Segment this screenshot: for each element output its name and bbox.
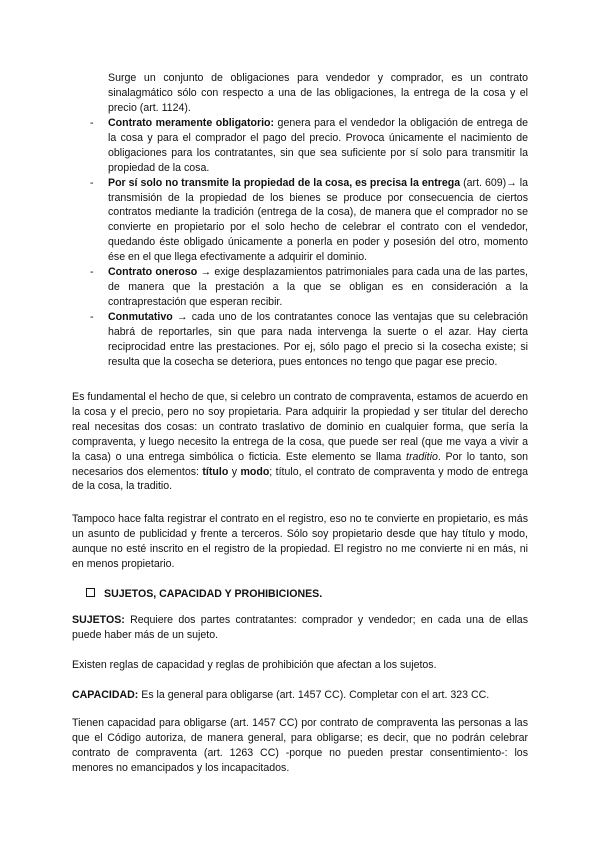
- bold-label: SUJETOS:: [72, 614, 125, 626]
- list-item: [90, 310, 528, 370]
- text-run: Es fundamental el hecho de que, si celebro un contrato de compraventa, estamos de acuerdo en la cosa y el precio, pero no soy propietaria. Para adquirir la propiedad y ser titular del derecho real necesitas dos cosas: un contrato traslativo de dominio en cualquier forma, que sería la compraventa, y luego necesito la entrega de la cosa, que puede ser real (que me vaya a vivir a la casa) o una entrega simbólica o ficticia. Este elemento se llama: [72, 391, 528, 463]
- paragraph-capacidad: [72, 688, 528, 703]
- bullet-title: Conmutativo: [108, 310, 173, 323]
- bullet-text: → exige desplazamientos patrimoniales para cada una de las partes, de manera que la prestación a la que se obligan es en consideración a la contraprestación que esperan recibir.: [108, 266, 529, 308]
- section-heading-text: SUJETOS, CAPACIDAD Y PROHIBICIONES.: [104, 588, 323, 600]
- paragraph-fundamental: [72, 390, 528, 494]
- bold-term: título: [202, 465, 229, 478]
- contract-characteristics-list: [90, 116, 528, 369]
- bullet-text: genera para el vendedor la obligación de entrega de la cosa y para el comprador el pago del precio. Provoca únicamente el nacimiento de obligaciones para los contratantes, sin que sea suficiente por sí solo para transmitir la propiedad de la cosa.: [108, 117, 528, 174]
- list-item: [90, 176, 528, 265]
- checkbox-bullet-icon: [86, 588, 95, 597]
- text-run: y: [228, 465, 241, 478]
- paragraph-tienen-capacidad: Tienen capacidad para obligarse (art. 1457 CC) por contrato de compraventa las personas a las que el Código autoriza, de manera general, para obligarse; es decir, que no podrán celebrar contrato de compraventa (art. 1263 CC) -porque no pueden prestar consentimiento-: los menores no emancipados y los incapacitados.: [72, 717, 528, 774]
- bullet-dash: -: [90, 310, 94, 323]
- intro-paragraph: Surge un conjunto de obligaciones para vendedor y comprador, es un contrato sinalagmático sólo con respecto a una de las obligaciones, la entrega de la cosa y el precio (art. 1124).: [108, 72, 528, 114]
- bullet-dash: -: [90, 176, 94, 189]
- list-item: [90, 265, 528, 310]
- text-run: . Por lo tanto, son necesarios dos elementos:: [72, 450, 528, 478]
- section-heading: [86, 587, 322, 602]
- text-run: Requiere dos partes contratantes: comprador y vendedor; en cada una de ellas puede haber más de un sujeto.: [72, 614, 528, 641]
- text-run: ; título, el contrato de compraventa y modo de entrega de la cosa, la traditio.: [72, 465, 529, 493]
- list-item: [90, 116, 528, 176]
- bullet-title: Por sí solo no transmite la propiedad de la cosa, es precisa la entrega: [108, 176, 461, 189]
- bullet-title: Contrato meramente obligatorio:: [108, 117, 275, 129]
- paragraph-reglas: Existen reglas de capacidad y reglas de prohibición que afectan a los sujetos.: [72, 659, 437, 671]
- bullet-dash: -: [90, 266, 94, 279]
- paragraph-sujetos: [72, 613, 528, 643]
- bullet-title: Contrato oneroso: [108, 266, 198, 279]
- paragraph-registro: Tampoco hace falta registrar el contrato en el registro, eso no te convierte en propietario, es más un asunto de publicidad y frente a terceros. Sólo soy propietario desde que hay título y modo, aunque no esté inscrito en el registro de la propiedad. El registro no me convierte ni en más, ni en menos propietario.: [72, 513, 528, 570]
- italic-term: traditio: [406, 450, 438, 463]
- text-run: Es la general para obligarse (art. 1457 CC). Completar con el art. 323 CC.: [138, 689, 490, 701]
- bold-label: CAPACIDAD:: [72, 689, 139, 701]
- bold-term: modo: [240, 465, 270, 478]
- bullet-dash: -: [90, 117, 94, 129]
- bullet-text: (art. 609)→ la transmisión de la propiedad de los bienes se produce por consecuencia de ciertos contratos mediante la tradición (entrega de la cosa), de manera que el comprador no se convierte en propietario por el solo hecho de celebrar el contrato con el vendedor, quedando éste obligado únicamente a ponerla en poder y posesión del otro, momento ése en el que llega efectivamente a adquirir el dominio.: [108, 176, 528, 264]
- bullet-text: → cada uno de los contratantes conoce las ventajas que su celebración habrá de reportarles, sin que para nada intervenga la suerte o el azar. Hay cierta reciprocidad entre las prestaciones. Por ej, sólo pago el precio si la cosecha existe; si resulta que la cosecha se deteriora, pues entonces no tengo que pagar ese precio.: [108, 310, 528, 368]
